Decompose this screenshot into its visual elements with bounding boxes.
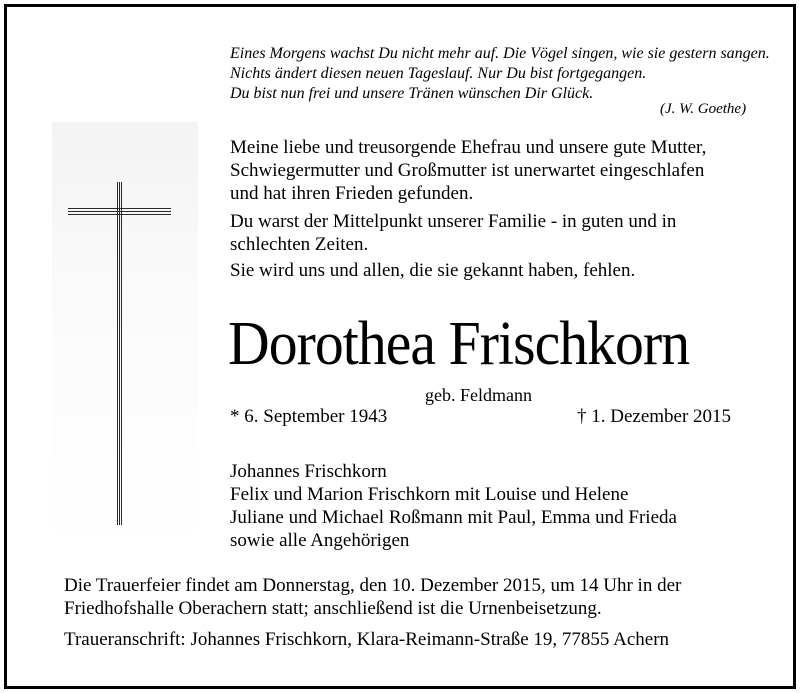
- death-date: † 1. Dezember 2015: [577, 406, 732, 427]
- quote-line: Du bist nun frei und unsere Tränen wünschen Dir Glück.: [230, 85, 594, 102]
- cross-icon-vertical: [117, 182, 122, 525]
- mourners-list: [230, 460, 677, 552]
- text-line: und hat ihren Frieden gefunden.: [230, 183, 474, 204]
- funeral-info: [64, 574, 681, 620]
- text-line: Du warst der Mittelpunkt unserer Familie - in guten und in: [230, 211, 677, 232]
- text-line: Sie wird uns und allen, die sie gekannt haben, fehlen.: [230, 260, 636, 281]
- birth-date: * 6. September 1943: [230, 406, 388, 427]
- intro-paragraph-1: [230, 136, 706, 205]
- cross-icon-horizontal: [68, 208, 171, 216]
- mourner-line: Felix und Marion Frischkorn mit Louise und Helene: [230, 484, 629, 505]
- deceased-name: Dorothea Frischkorn: [228, 310, 690, 378]
- text-line: Schwiegermutter und Großmutter ist unerwartet eingeschlafen: [230, 160, 705, 181]
- intro-paragraph-3: [230, 259, 635, 282]
- goethe-quote: [230, 44, 770, 104]
- maiden-name: geb. Feldmann: [425, 385, 532, 405]
- quote-line: Nichts ändert diesen neuen Tageslauf. Nur Du bist fortgegangen.: [230, 65, 647, 82]
- quote-author: (J. W. Goethe): [660, 101, 747, 117]
- quote-line: Eines Morgens wachst Du nicht mehr auf. Die Vögel singen, wie sie gestern sangen.: [230, 45, 770, 62]
- cross-background: [52, 122, 198, 552]
- text-line: Die Trauerfeier findet am Donnerstag, den 10. Dezember 2015, um 14 Uhr in der: [64, 575, 682, 596]
- mourner-line: Juliane und Michael Roßmann mit Paul, Emma und Frieda: [230, 507, 677, 528]
- text-line: schlechten Zeiten.: [230, 234, 369, 255]
- text-line: Friedhofshalle Oberachern statt; anschließend ist die Urnenbeisetzung.: [64, 598, 602, 619]
- mourner-line: Johannes Frischkorn: [230, 461, 387, 482]
- mourning-address: Traueranschrift: Johannes Frischkorn, Klara-Reimann-Straße 19, 77855 Achern: [64, 629, 670, 650]
- intro-paragraph-2: [230, 210, 676, 256]
- text-line: Meine liebe und treusorgende Ehefrau und unsere gute Mutter,: [230, 137, 707, 158]
- mourner-line: sowie alle Angehörigen: [230, 530, 410, 551]
